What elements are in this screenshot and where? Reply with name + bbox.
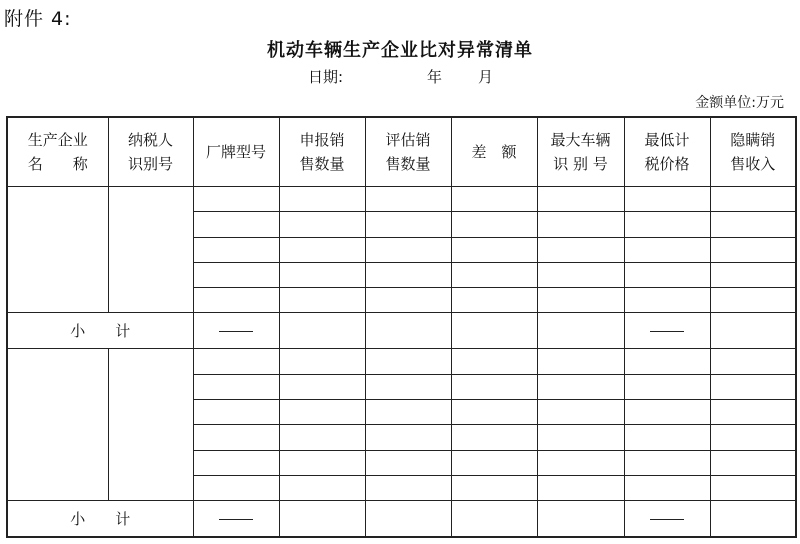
header-concealed-revenue: 隐瞒销 售收入	[710, 117, 796, 187]
header-row	[7, 117, 796, 187]
taxpayer-id-cell	[108, 187, 193, 313]
header-assessed-sales-qty: 评估销 售数量	[365, 117, 451, 187]
header-declared-sales-qty: 申报销 售数量	[279, 117, 365, 187]
dash-mark	[193, 313, 279, 349]
date-label: 日期:	[308, 68, 344, 86]
dash-mark	[624, 501, 710, 537]
dash-mark	[624, 313, 710, 349]
taxpayer-id-cell	[108, 349, 193, 501]
date-month-label: 月	[478, 68, 494, 86]
header-company-name: 生产企业 名 称	[7, 117, 108, 187]
subtotal-label: 小 计	[7, 313, 193, 349]
document-title: 机动车辆生产企业比对异常清单	[267, 40, 533, 61]
table-row	[7, 349, 796, 374]
date-year-label: 年	[427, 68, 443, 86]
dash-mark	[193, 501, 279, 537]
company-name-cell	[7, 349, 108, 501]
attachment-label: 附件 4:	[4, 8, 72, 30]
header-difference: 差 额	[451, 117, 537, 187]
table-row	[7, 187, 796, 212]
amount-unit-note: 金额单位:万元	[695, 95, 784, 111]
header-max-vehicle-id: 最大车辆 识 别 号	[537, 117, 624, 187]
subtotal-row	[7, 313, 796, 349]
subtotal-row	[7, 501, 796, 537]
header-min-tax-price: 最低计 税价格	[624, 117, 710, 187]
subtotal-label: 小 计	[7, 501, 193, 537]
header-brand-model: 厂牌型号	[193, 117, 279, 187]
header-taxpayer-id: 纳税人 识别号	[108, 117, 193, 187]
anomaly-list-table	[6, 116, 797, 538]
company-name-cell	[7, 187, 108, 313]
